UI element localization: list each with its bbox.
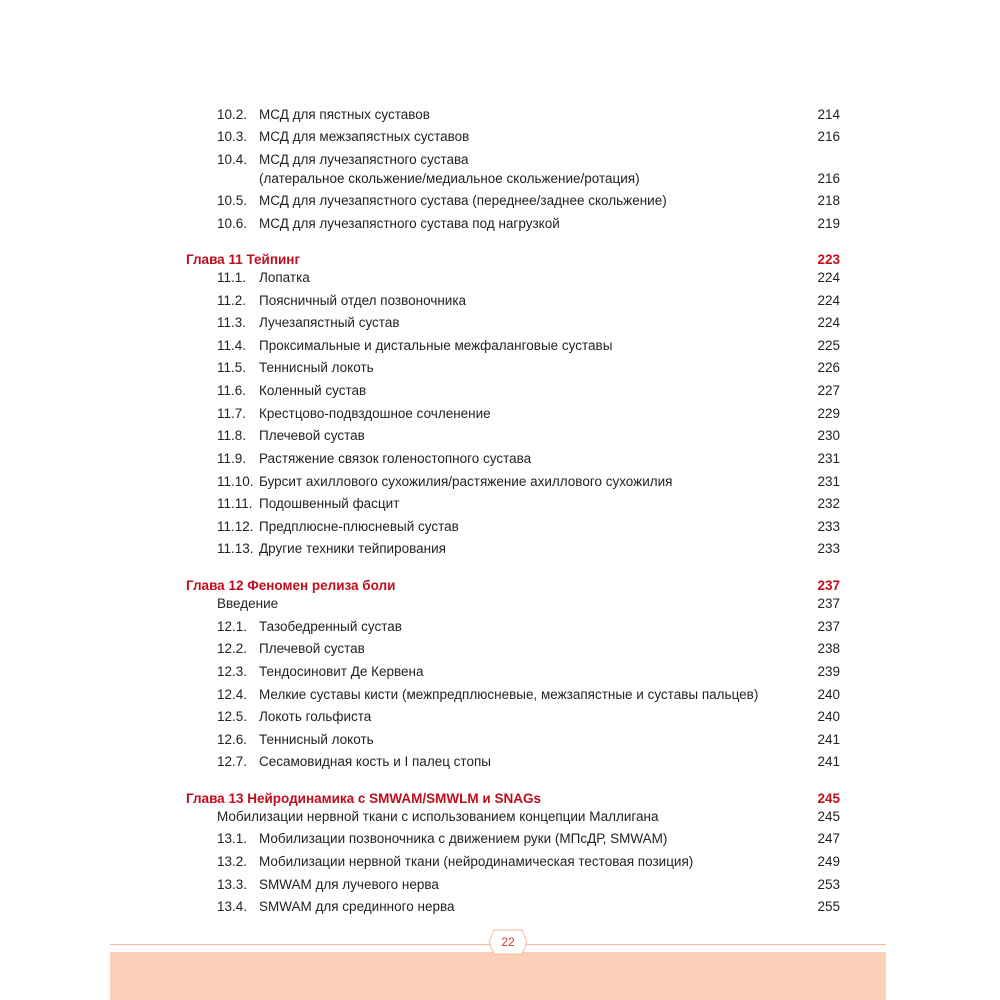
chapter-page: 237 <box>817 578 840 593</box>
chapter-heading[interactable] <box>0 250 1000 270</box>
entry-page: 233 <box>817 519 840 534</box>
entry-page: 232 <box>817 496 840 511</box>
entry-title: Другие техники тейпирования <box>259 541 446 556</box>
chapter-page: 223 <box>817 252 840 267</box>
entry-title: Предплюсне-плюсневый сустав <box>259 519 459 534</box>
entry-number: 10.3. <box>217 129 248 144</box>
entry-title: МСД для межзапястных суставов <box>259 129 470 144</box>
toc-entry[interactable] <box>0 358 1000 378</box>
toc-entry-intro[interactable] <box>0 807 1000 827</box>
entry-title: Подошвенный фасцит <box>259 496 400 511</box>
entry-title: МСД для лучезапястного сустава (переднее/заднее скольжение) <box>259 193 667 208</box>
entry-number: 12.3. <box>217 664 248 679</box>
toc-entry-continuation[interactable] <box>0 169 1000 189</box>
toc-entry-intro[interactable] <box>0 594 1000 614</box>
page-number-badge <box>488 928 528 956</box>
entry-page: 238 <box>817 641 840 656</box>
entry-page: 255 <box>817 899 840 914</box>
entry-number: 11.6. <box>217 383 247 398</box>
entry-page: 214 <box>817 107 840 122</box>
entry-title: Тендосиновит Де Кервена <box>259 664 424 679</box>
entry-page: 218 <box>817 193 840 208</box>
chapter-page: 245 <box>817 791 840 806</box>
toc-entry[interactable] <box>0 707 1000 727</box>
entry-page: 216 <box>817 129 840 144</box>
toc-entry[interactable] <box>0 617 1000 637</box>
entry-number: 10.4. <box>217 152 248 167</box>
toc-entry[interactable] <box>0 127 1000 147</box>
chapter-title: Глава 13 Нейродинамика с SMWAM/SMWLM и SNAGs <box>186 791 541 806</box>
entry-number: 11.3. <box>217 315 247 330</box>
toc-entry[interactable] <box>0 449 1000 469</box>
entry-title: МСД для лучезапястного сустава под нагрузкой <box>259 216 560 231</box>
entry-number: 12.2. <box>217 641 248 656</box>
entry-number: 11.4. <box>217 338 247 353</box>
entry-page: 247 <box>817 831 840 846</box>
toc-entry[interactable] <box>0 268 1000 288</box>
entry-number: 11.1. <box>217 270 247 285</box>
entry-page: 253 <box>817 877 840 892</box>
entry-number: 12.1. <box>217 619 248 634</box>
entry-title: Мобилизации нервной ткани (нейродинамическая тестовая позиция) <box>259 854 694 869</box>
entry-title: Теннисный локоть <box>259 360 374 375</box>
toc-entry[interactable] <box>0 381 1000 401</box>
entry-page: 240 <box>817 687 840 702</box>
toc-entry[interactable] <box>0 214 1000 234</box>
entry-page: 245 <box>817 809 840 824</box>
entry-page: 225 <box>817 338 840 353</box>
entry-title: Сесамовидная кость и I палец стопы <box>259 754 491 769</box>
footer-band <box>110 952 886 1000</box>
entry-page: 226 <box>817 360 840 375</box>
entry-number: 10.2. <box>217 107 248 122</box>
entry-title: Локоть гольфиста <box>259 709 372 724</box>
toc-entry[interactable] <box>0 472 1000 492</box>
entry-page: 224 <box>817 293 840 308</box>
entry-number: 11.9. <box>217 451 247 466</box>
toc-entry[interactable] <box>0 494 1000 514</box>
toc-entry[interactable] <box>0 752 1000 772</box>
toc-entry[interactable] <box>0 539 1000 559</box>
toc-entry[interactable] <box>0 291 1000 311</box>
entry-title: Поясничный отдел позвоночника <box>259 293 467 308</box>
entry-number: 11.10. <box>217 474 254 489</box>
entry-page: 249 <box>817 854 840 869</box>
entry-page: 224 <box>817 315 840 330</box>
entry-page: 229 <box>817 406 840 421</box>
toc-entry[interactable] <box>0 685 1000 705</box>
chapter-heading[interactable] <box>0 789 1000 809</box>
entry-number: 12.6. <box>217 732 248 747</box>
entry-number: 11.13. <box>217 541 254 556</box>
entry-title: Мобилизации позвоночника с движением руки (МПсДР, SMWAM) <box>259 831 668 846</box>
toc-entry[interactable] <box>0 150 1000 170</box>
entry-number: 11.5. <box>217 360 247 375</box>
entry-number: 10.6. <box>217 216 248 231</box>
entry-title: Плечевой сустав <box>259 641 365 656</box>
entry-number: 11.12. <box>217 519 254 534</box>
entry-page: 231 <box>817 451 840 466</box>
chapter-title: Глава 12 Феномен релиза боли <box>186 578 396 593</box>
entry-page: 219 <box>817 216 840 231</box>
entry-title: Проксимальные и дистальные межфаланговые суставы <box>259 338 613 353</box>
entry-number: 13.1. <box>217 831 248 846</box>
entry-number: 13.2. <box>217 854 248 869</box>
entry-number: 12.4. <box>217 687 248 702</box>
entry-title: Лопатка <box>259 270 310 285</box>
toc-entry[interactable] <box>0 639 1000 659</box>
entry-title: Растяжение связок голеностопного сустава <box>259 451 532 466</box>
toc-entry[interactable] <box>0 105 1000 125</box>
toc-entry[interactable] <box>0 897 1000 917</box>
toc-entry[interactable] <box>0 875 1000 895</box>
entry-page: 216 <box>817 171 840 186</box>
entry-page: 237 <box>817 619 840 634</box>
entry-number: 11.7. <box>217 406 247 421</box>
entry-page: 241 <box>817 754 840 769</box>
toc-entry[interactable] <box>0 404 1000 424</box>
entry-number: 12.7. <box>217 754 248 769</box>
entry-title: Крестцово-подвздошное сочленение <box>259 406 491 421</box>
entry-title: Тазобедренный сустав <box>259 619 402 634</box>
entry-page: 241 <box>817 732 840 747</box>
entry-title: Лучезапястный сустав <box>259 315 400 330</box>
toc-entry[interactable] <box>0 336 1000 356</box>
entry-number: 13.3. <box>217 877 248 892</box>
entry-title: Плечевой сустав <box>259 428 365 443</box>
entry-title: SMWAM для лучевого нерва <box>259 877 439 892</box>
toc-entry[interactable] <box>0 313 1000 333</box>
entry-number: 11.8. <box>217 428 247 443</box>
chapter-title: Глава 11 Тейпинг <box>186 252 301 267</box>
toc-entry[interactable] <box>0 517 1000 537</box>
entry-title: МСД для лучезапястного сустава <box>259 152 469 167</box>
entry-number: 13.4. <box>217 899 248 914</box>
entry-title: Введение <box>217 596 279 611</box>
entry-number: 11.11. <box>217 496 253 511</box>
toc-entry[interactable] <box>0 829 1000 849</box>
toc-entry[interactable] <box>0 426 1000 446</box>
toc-entry[interactable] <box>0 662 1000 682</box>
entry-page: 233 <box>817 541 840 556</box>
entry-title: Бурсит ахиллового сухожилия/растяжение ахиллового сухожилия <box>259 474 673 489</box>
entry-title: Коленный сустав <box>259 383 367 398</box>
entry-title: Мелкие суставы кисти (межпредплюсневые, межзапястные и суставы пальцев) <box>259 687 759 702</box>
chapter-heading[interactable] <box>0 576 1000 596</box>
toc-entry[interactable] <box>0 730 1000 750</box>
entry-page: 230 <box>817 428 840 443</box>
entry-number: 12.5. <box>217 709 248 724</box>
entry-page: 224 <box>817 270 840 285</box>
entry-page: 227 <box>817 383 840 398</box>
entry-page: 237 <box>817 596 840 611</box>
entry-title: (латеральное скольжение/медиальное скольжение/ротация) <box>259 171 640 186</box>
entry-title: Мобилизации нервной ткани с использованием концепции Маллигана <box>217 809 659 824</box>
page-number: 22 <box>501 935 515 949</box>
entry-number: 11.2. <box>217 293 247 308</box>
entry-page: 239 <box>817 664 840 679</box>
entry-title: Теннисный локоть <box>259 732 374 747</box>
entry-page: 240 <box>817 709 840 724</box>
entry-page: 231 <box>817 474 840 489</box>
entry-title: МСД для пястных суставов <box>259 107 430 122</box>
toc-entry[interactable] <box>0 191 1000 211</box>
entry-number: 10.5. <box>217 193 248 208</box>
toc-entry[interactable] <box>0 852 1000 872</box>
entry-title: SMWAM для срединного нерва <box>259 899 455 914</box>
